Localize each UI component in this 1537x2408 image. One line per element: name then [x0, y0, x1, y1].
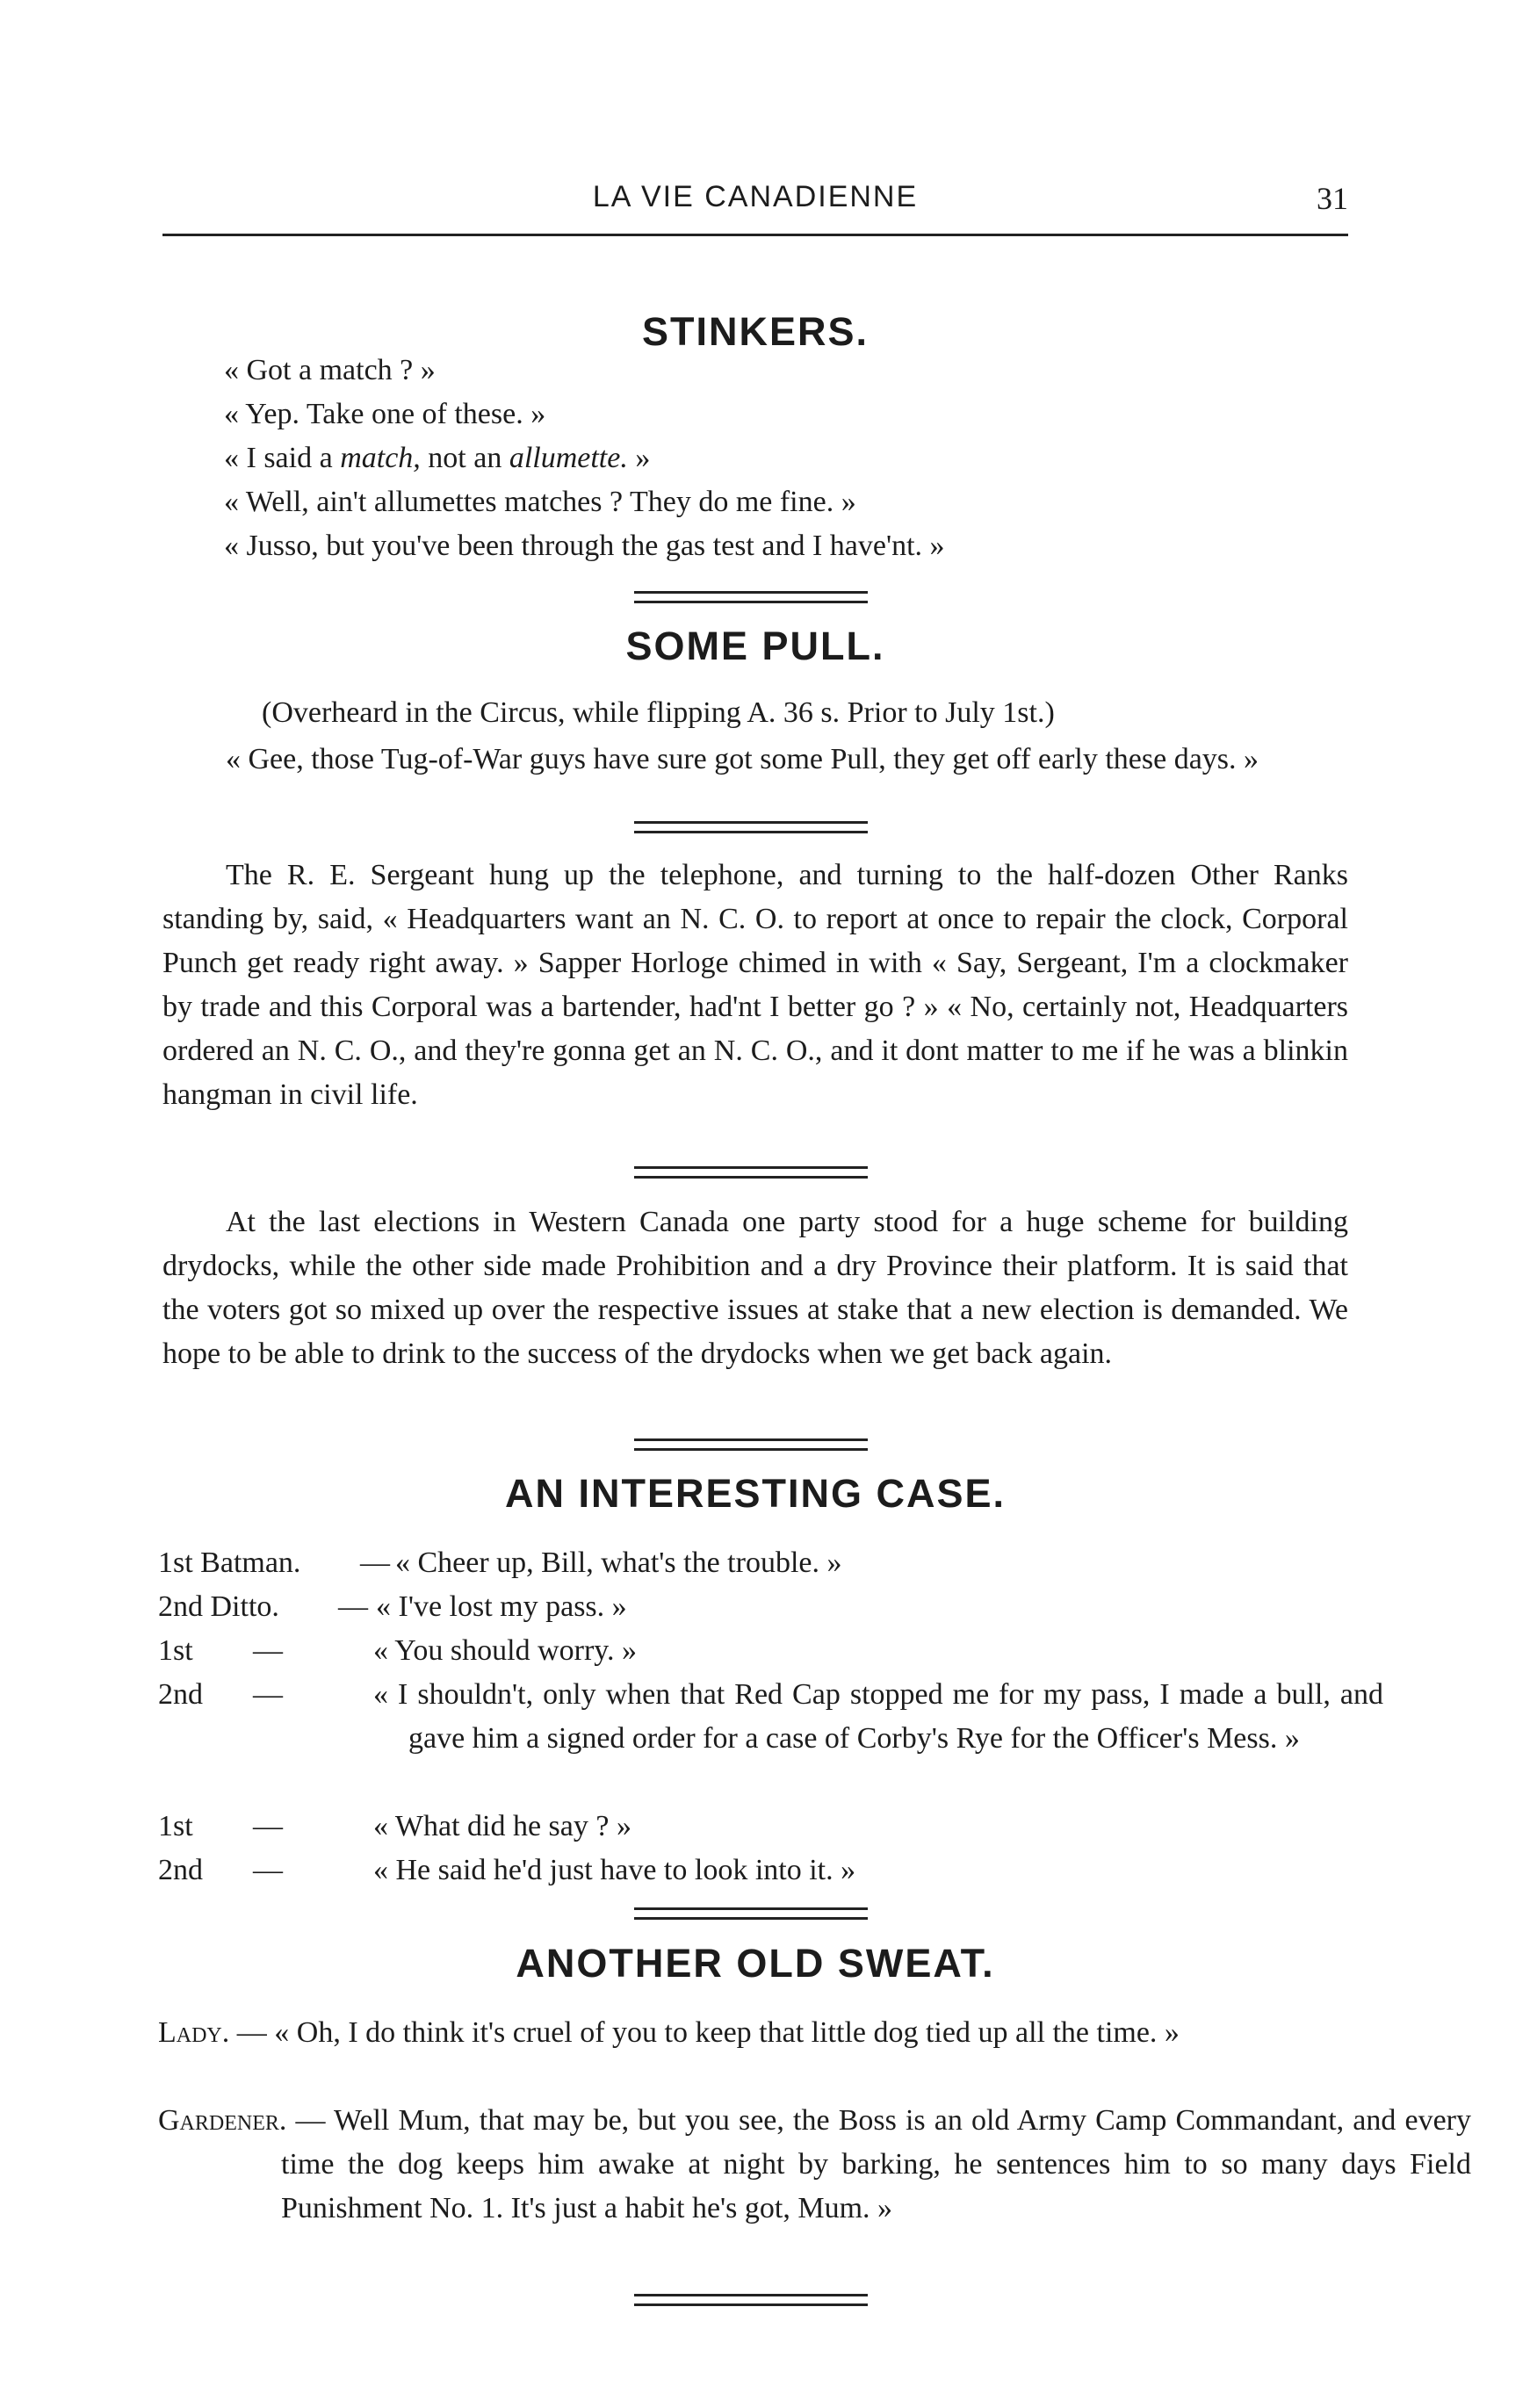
- heading-some-pull: SOME PULL.: [625, 624, 885, 668]
- gardener-line: Gardener. — Well Mum, that may be, but you see, the Boss is an old Army Camp Commandant, and every time the dog keeps him awake at night by barking, he sentences him to so many days Field Punishment No. 1. It's just a habit he's got, Mum. »: [158, 2104, 1471, 2224]
- stinkers-line-3: « I said a match, not an allumette. »: [224, 442, 651, 474]
- speaker-label: 2nd: [158, 1678, 203, 1711]
- speaker-label: 1st: [158, 1810, 193, 1842]
- stinkers-line-2: « Yep. Take one of these. »: [224, 398, 546, 430]
- dialogue-dash: —: [253, 1810, 283, 1842]
- speaker-label: Lady.: [158, 2016, 230, 2049]
- dialogue-dash: —: [338, 1590, 368, 1623]
- speaker-label: Gardener.: [158, 2104, 287, 2137]
- sergeant-story: The R. E. Sergeant hung up the telephone, and turning to the half-dozen Other Ranks standing by, said, « Headquarters want an N. C. O. to report at once to repair the clock, Corporal Punch get ready right away. » Sapper Horloge chimed in with « Say, Sergeant, I'm a clockmaker by trade and this Corporal was a bartender, had'nt I better go ? » « No, certainly not, Headquarters ordered an N. C. O., and they're gonna get an N. C. O., and it dont matter to me if he was a blinkin hangman in civil life.: [162, 859, 1348, 1111]
- speaker-label: 2nd Ditto.: [158, 1590, 279, 1623]
- dialogue-dash: —: [360, 1546, 390, 1579]
- speaker-label: 2nd: [158, 1854, 203, 1886]
- section-divider: [634, 1907, 868, 1920]
- emphasis-allumette: allumette.: [509, 442, 628, 474]
- dialogue-quote: « Cheer up, Bill, what's the trouble. »: [395, 1546, 842, 1579]
- section-divider: [634, 1438, 868, 1451]
- section-divider: [634, 591, 868, 603]
- section-divider: [634, 821, 868, 833]
- heading-stinkers: STINKERS.: [641, 309, 870, 354]
- dialogue-quote: « What did he say ? »: [373, 1810, 631, 1842]
- lady-line: Lady. — « Oh, I do think it's cruel of you to keep that little dog tied up all the time. »: [158, 2016, 1180, 2049]
- stinkers-line-5: « Jusso, but you've been through the gas test and I have'nt. »: [224, 530, 945, 562]
- section-divider: [634, 2294, 868, 2306]
- speaker-label: 1st: [158, 1634, 193, 1667]
- some-pull-quote: « Gee, those Tug-of-War guys have sure got some Pull, they get off early these days. »: [226, 743, 1259, 775]
- emphasis-match: match,: [340, 442, 421, 474]
- stinkers-line-1: « Got a match ? »: [224, 354, 436, 386]
- heading-interesting-case: AN INTERESTING CASE.: [504, 1471, 1007, 1516]
- heading-old-sweat: ANOTHER OLD SWEAT.: [516, 1941, 995, 1986]
- dialogue-quote: « You should worry. »: [373, 1634, 638, 1667]
- some-pull-intro: (Overheard in the Circus, while flipping A. 36 s. Prior to July 1st.): [262, 696, 1055, 729]
- running-title: LA VIE CANADIENNE: [592, 180, 919, 213]
- dialogue-dash: —: [253, 1854, 283, 1886]
- dialogue-dash: —: [253, 1634, 283, 1667]
- header-rule: [162, 234, 1348, 236]
- speaker-label: 1st Batman.: [158, 1546, 301, 1579]
- dialogue-dash: —: [253, 1678, 283, 1711]
- elections-story: At the last elections in Western Canada one party stood for a huge scheme for building drydocks, while the other side made Prohibition and a dry Province their platform. It is said that the voters got so mixed up over the respective issues at stake that a new election is demanded. We hope to be able to drink to the success of the drydocks when we get back again.: [162, 1206, 1348, 1370]
- dialogue-quote: « He said he'd just have to look into it. »: [373, 1854, 856, 1886]
- page-number: 31: [1317, 181, 1348, 216]
- running-header: [162, 180, 1348, 224]
- dialogue-quote: « I've lost my pass. »: [376, 1590, 627, 1623]
- section-divider: [634, 1166, 868, 1179]
- dialogue-quote: « I shouldn't, only when that Red Cap stopped me for my pass, I made a bull, and gave him a signed order for a case of Corby's Rye for the Officer's Mess. »: [373, 1678, 1383, 1755]
- stinkers-line-4: « Well, ain't allumettes matches ? They do me fine. »: [224, 486, 856, 518]
